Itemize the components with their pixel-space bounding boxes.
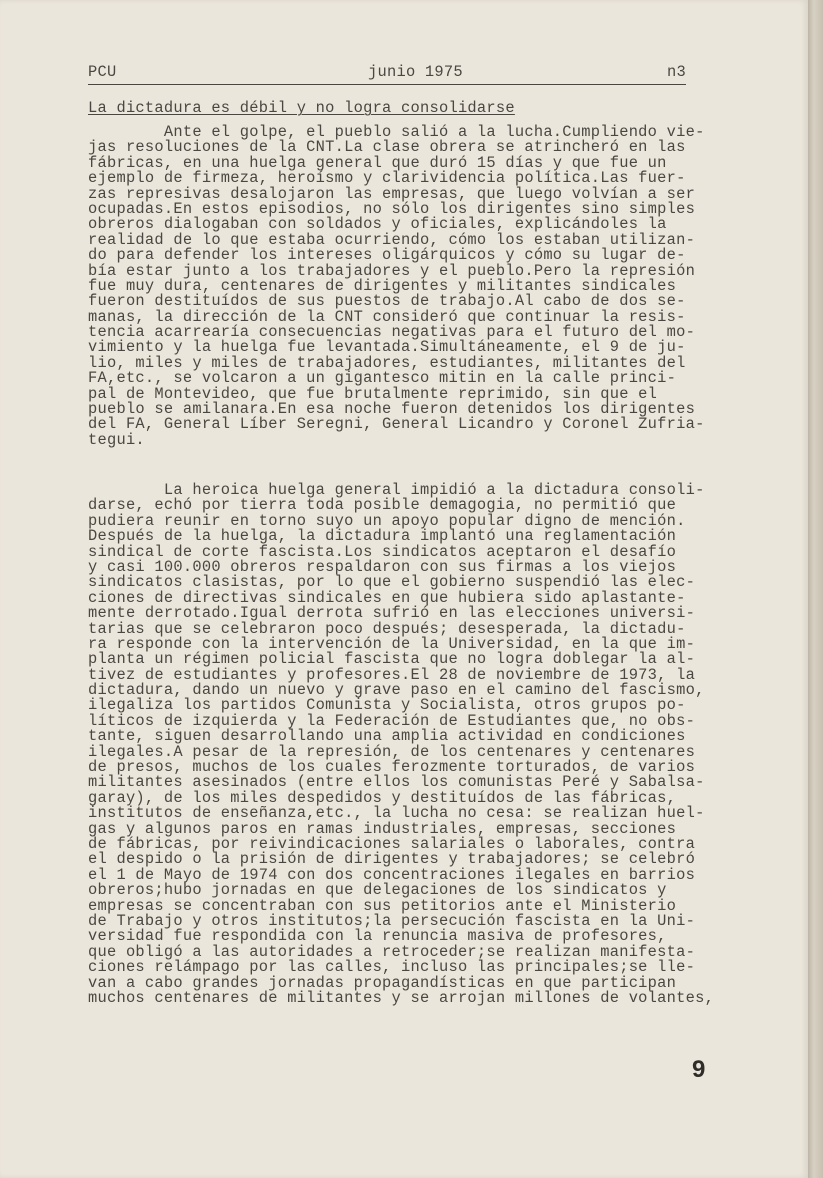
text-line: líticos de izquierda y la Federación de Estudiantes que, no obs- — [88, 711, 696, 730]
text-line: pueblo se amilanara.En esa noche fueron detenidos los dirigentes — [88, 400, 696, 419]
text-line: lio, miles y miles de trabajadores, estudiantes, militantes del — [88, 353, 686, 372]
text-line: empresas se concentraban con sus petitorios ante el Ministerio — [88, 896, 677, 915]
paragraph-2 — [88, 483, 758, 1006]
text-line: bía estar junto a los trabajadores y el pueblo.Pero la represión — [88, 261, 696, 280]
page-number: 9 — [692, 1056, 706, 1083]
text-line: jas resoluciones de la CNT.La clase obrera se atrincheró en las — [88, 138, 686, 157]
text-line: muchos centenares de militantes y se arrojan millones de volantes, — [88, 988, 715, 1007]
text-line: tencia acarrearía consecuencias negativas para el futuro del mo- — [88, 323, 696, 342]
text-line: fábricas, en una huelga general que duró 15 días y que fue un — [88, 153, 667, 172]
text-line: del FA, General Líber Seregni, General Licandro y Coronel Zufria- — [88, 415, 705, 434]
text-line: ocupadas.En estos episodios, no sólo los dirigentes sino simples — [88, 199, 696, 218]
text-line: tarias que se celebraron poco después; desesperada, la dictadu- — [88, 619, 686, 638]
text-line: militantes asesinados (entre ellos los comunistas Peré y Sabalsa- — [88, 773, 705, 792]
text-line: y casi 100.000 obreros respaldaron con sus firmas a los viejos — [88, 557, 677, 576]
text-line: de Trabajo y otros institutos;la persecución fascista en la Uni- — [88, 911, 696, 930]
text-line: garay), de los miles despedidos y destituídos de las fábricas, — [88, 788, 677, 807]
page-header — [88, 62, 686, 85]
text-line: sindical de corte fascista.Los sindicatos aceptaron el desafío — [88, 542, 677, 561]
text-line: manas, la dirección de la CNT consideró que continuar la resis- — [88, 307, 686, 326]
text-line: fue muy dura, centenares de dirigentes y militantes sindicales — [88, 276, 677, 295]
text-line: fueron destituídos de sus puestos de trabajo.Al cabo de dos se- — [88, 292, 686, 311]
text-line: ra responde con la intervención de la Universidad, en la que im- — [88, 634, 696, 653]
text-line: mente derrotado.Igual derrota sufrió en las elecciones universi- — [88, 604, 696, 623]
text-line: obreros;hubo jornadas en que delegaciones de los sindicatos y — [88, 881, 667, 900]
header-publication: PCU — [88, 63, 117, 81]
page-edge — [808, 0, 823, 1178]
text-line: vimiento y la huelga fue levantada.Simultáneamente, el 9 de ju- — [88, 338, 686, 357]
text-line: institutos de enseñanza,etc., la lucha no cesa: se realizan huel- — [88, 804, 705, 823]
text-line: el despido o la prisión de dirigentes y trabajadores; se celebró — [88, 850, 696, 869]
header-date: junio 1975 — [368, 63, 463, 81]
text-line: Ante el golpe, el pueblo salió a la lucha.Cumpliendo vie- — [88, 123, 705, 141]
text-line: tegui. — [88, 430, 145, 449]
text-line: planta un régimen policial fascista que no logra doblegar la al- — [88, 650, 696, 669]
text-line: ilegaliza los partidos Comunista y Socialista, otros grupos po- — [88, 696, 686, 715]
paragraph-1 — [88, 125, 758, 448]
text-line: de presos, muchos de los cuales ferozmente torturados, de varios — [88, 758, 696, 777]
text-line: versidad fue respondida con la renuncia masiva de profesores, — [88, 927, 667, 946]
text-line: pudiera reunir en torno suyo un apoyo popular digno de mención. — [88, 511, 686, 530]
text-line: van a cabo grandes jornadas propagandísticas en que participan — [88, 973, 677, 992]
article-title: La dictadura es débil y no logra consolidarse — [88, 99, 515, 117]
text-line: zas represivas desalojaron las empresas, que luego volvían a ser — [88, 184, 696, 203]
text-line: ciones relámpago por las calles, incluso las principales;se lle- — [88, 958, 696, 977]
text-line: do para defender los intereses oligárquicos y cómo su lugar de- — [88, 246, 686, 265]
text-line: ejemplo de firmeza, heroísmo y clarividencia política.Las fuer- — [88, 169, 686, 188]
text-line: ilegales.A pesar de la represión, de los centenares y centenares — [88, 742, 696, 761]
text-line: que obligó a las autoridades a retroceder;se realizan manifesta- — [88, 942, 696, 961]
text-line: darse, echó por tierra toda posible demagogia, no permitió que — [88, 496, 677, 515]
text-line: el 1 de Mayo de 1974 con dos concentraciones ilegales en barrios — [88, 865, 696, 884]
text-line: La heroica huelga general impidió a la dictadura consoli- — [88, 481, 705, 499]
text-line: ciones de directivas sindicales en que hubiera sido aplastante- — [88, 588, 686, 607]
text-line: pal de Montevideo, que fue brutalmente reprimido, sin que el — [88, 384, 658, 403]
text-line: de fábricas, por reivindicaciones salariales o laborales, contra — [88, 834, 696, 853]
text-line: tivez de estudiantes y profesores.El 28 de noviembre de 1973, la — [88, 665, 696, 684]
text-line: Después de la huelga, la dictadura implantó una reglamentación — [88, 527, 677, 546]
text-line: obreros dialogaban con soldados y oficiales, explicándoles la — [88, 215, 667, 234]
text-line: sindicatos clasistas, por lo que el gobierno suspendió las elec- — [88, 573, 696, 592]
header-issue-number: n3 — [667, 63, 686, 81]
text-line: realidad de lo que estaba ocurriendo, cómo los estaban utilizan- — [88, 230, 696, 249]
text-line: dictadura, dando un nuevo y grave paso en el camino del fascismo, — [88, 681, 705, 700]
text-line: FA,etc., se volcaron a un gigantesco mitin en la calle princi- — [88, 369, 677, 388]
text-line: tante, siguen desarrollando una amplia actividad en condiciones — [88, 727, 686, 746]
text-line: gas y algunos paros en ramas industriales, empresas, secciones — [88, 819, 677, 838]
